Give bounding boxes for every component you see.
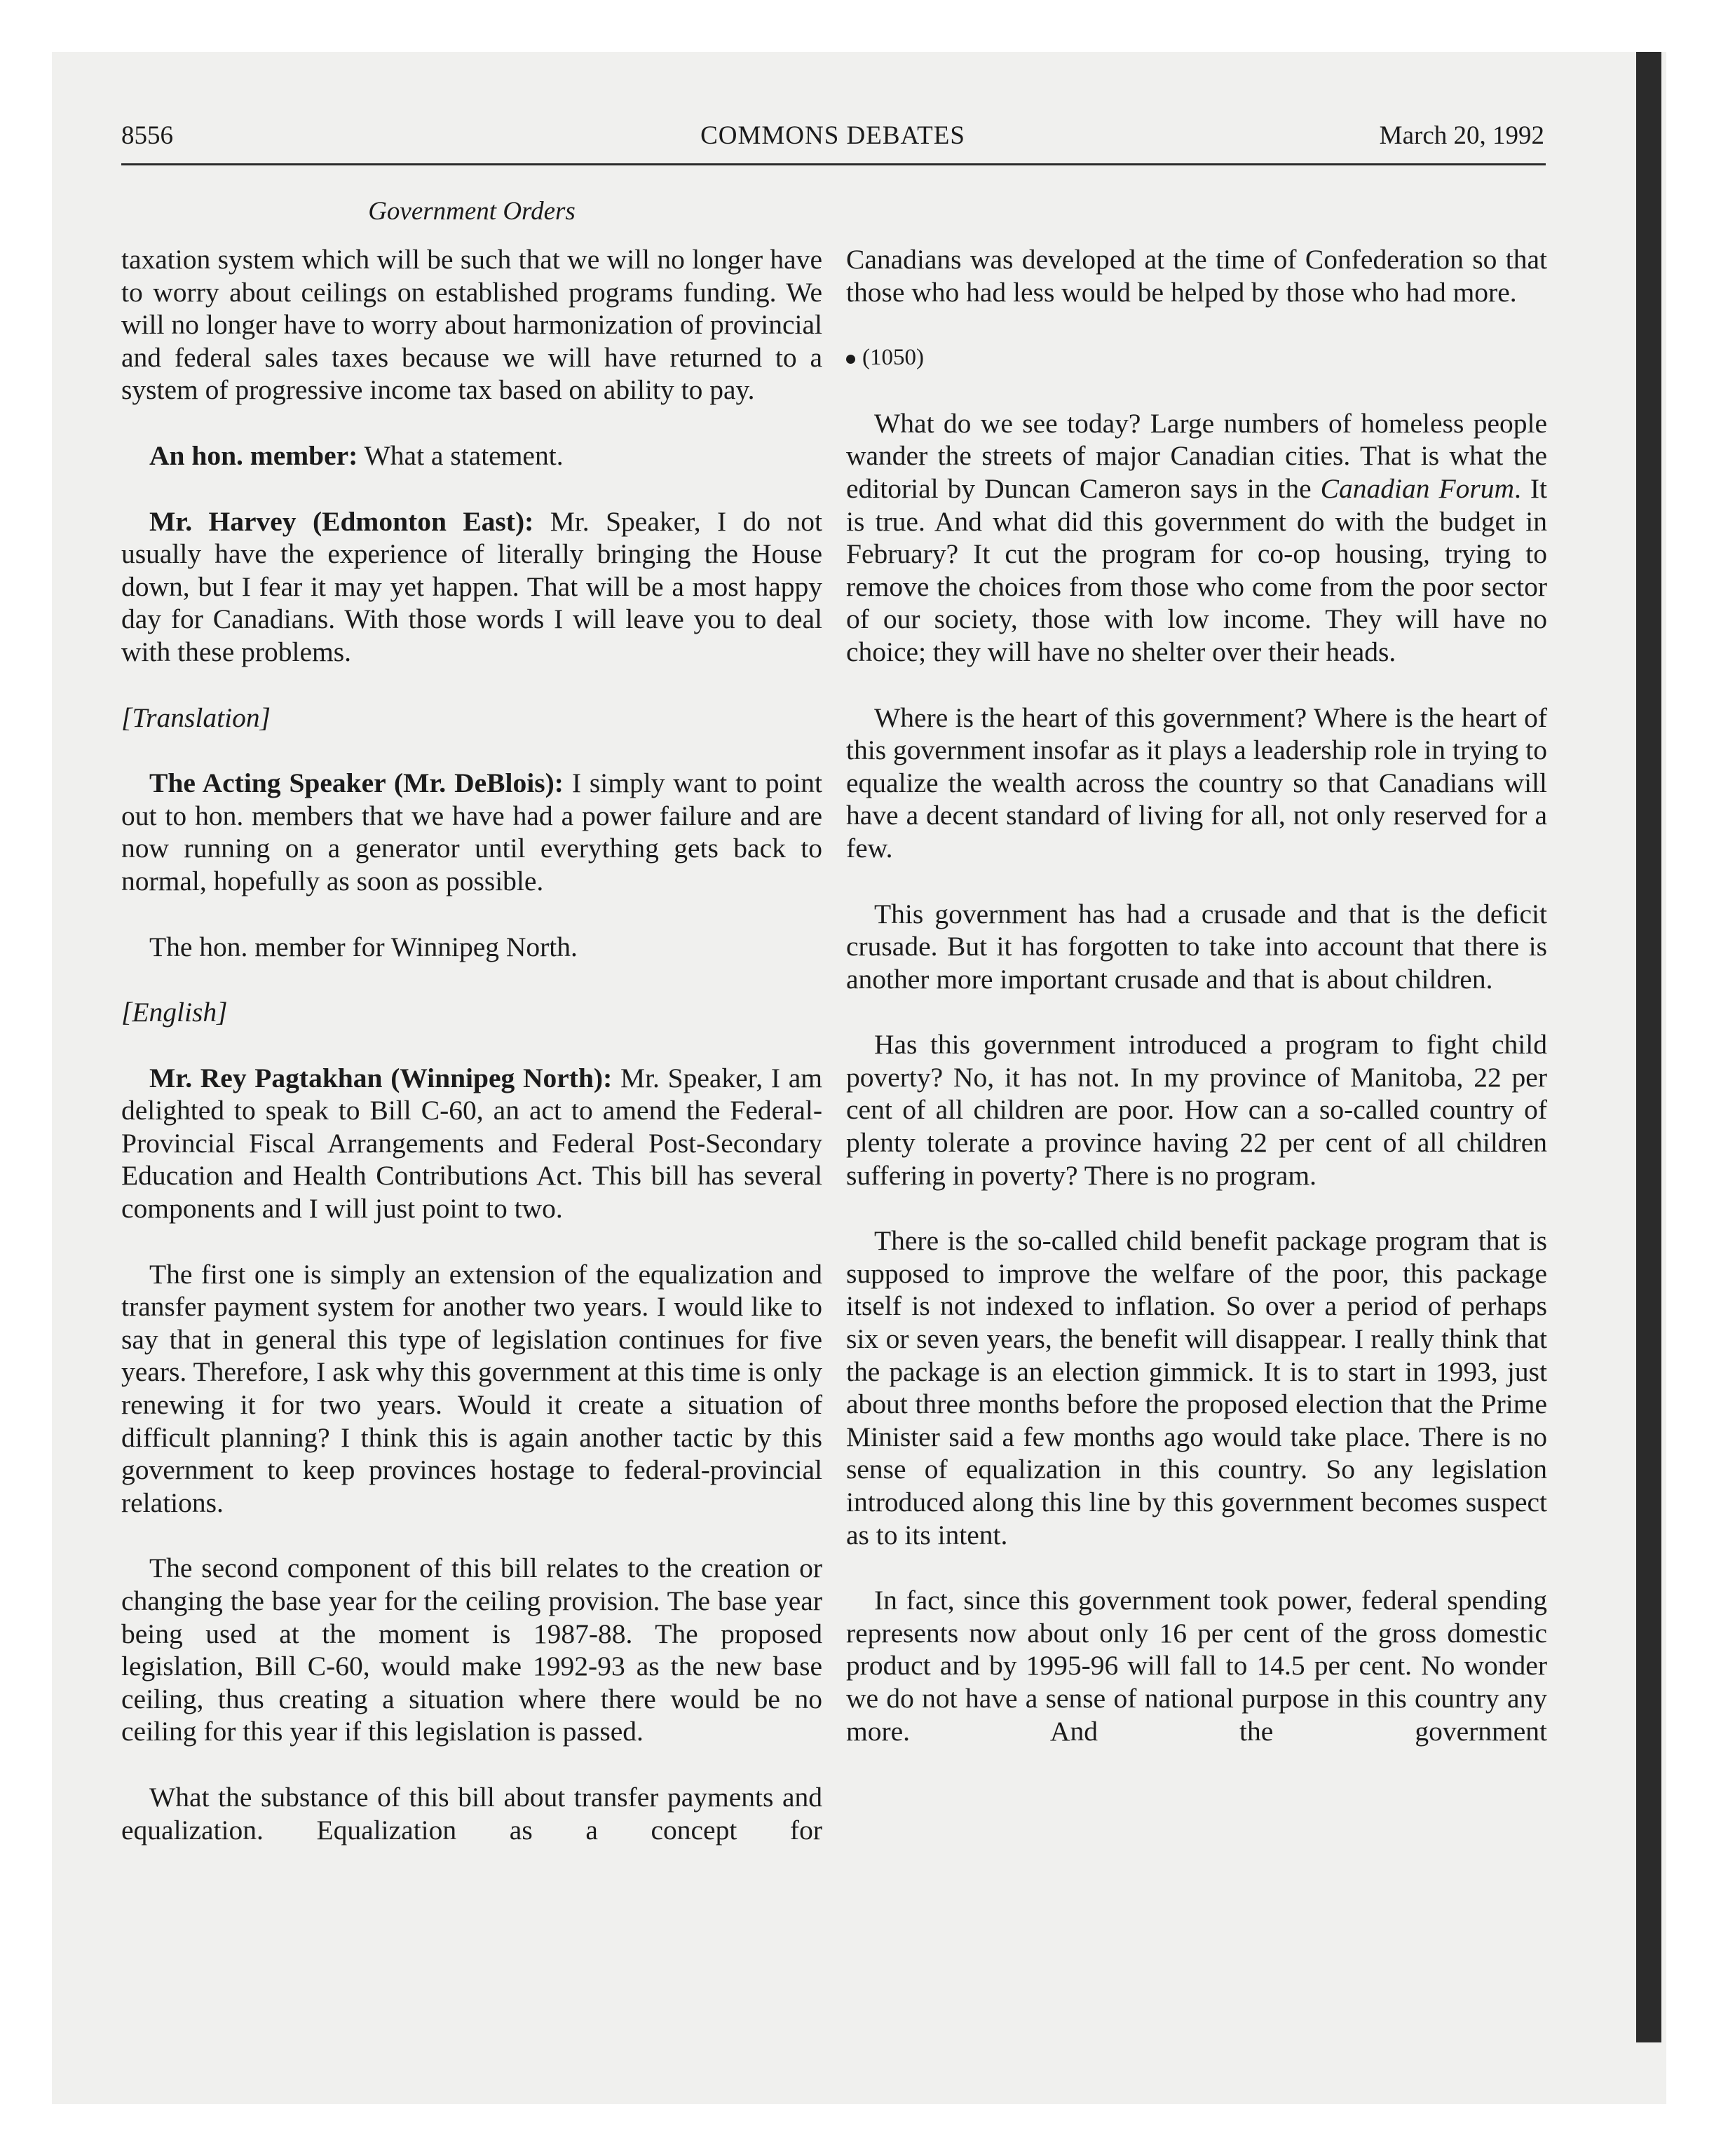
left-column [121, 243, 822, 1879]
publication-title: COMMONS DEBATES [700, 121, 965, 150]
right-column [846, 243, 1547, 1780]
paragraph: The first one is simply an extension of the equalization and transfer payment system for another two years. I would like to say that in general this type of legislation continues for five years. Therefore, I ask why this government at this time is only renewing it for two years. Would it create a situation of difficult planning? I think this is again another tactic by this government to keep provinces hostage to federal-provincial relations. [121, 1258, 822, 1518]
language-tag: [English] [121, 997, 228, 1028]
language-tag: [Translation] [121, 702, 271, 733]
time-marker: (1050) [846, 341, 1547, 374]
speech: Mr. Rey Pagtakhan (Winnipeg North): Mr. Speaker, I am delighted to speak to Bill C-60, an act to amend the Federal-Provincial Fiscal Arrangements and Federal Post-Secondary Education and Health Contributions Act. This bill has several components and I will just point to two. [121, 1062, 822, 1224]
paragraph: The second component of this bill relates to the creation or changing the base year for the ceiling provision. The base year being used at the moment is 1987-88. The proposed legislation, Bill C-60, would make 1992-93 as the new base ceiling, thus creating a situation where there would be no ceiling for this year if this legislation is passed. [121, 1553, 822, 1747]
speaker-name: Mr. Harvey (Edmonton East): [149, 505, 534, 537]
paragraph: Has this government introduced a program to fight child poverty? No, it has not. In my province of Manitoba, 22 per cent of all children are poor. How can a so-called country of plenty tolerate a province having 22 per cent of all children suffering in poverty? There is no program. [846, 1029, 1547, 1191]
paragraph: taxation system which will be such that we will no longer have to worry about ceilings on established programs funding. We will no longer have to worry about harmonization of provincial and federal sales taxes because we will have returned to a system of progressive income tax based on ability to pay. [121, 244, 822, 406]
speech: Mr. Harvey (Edmonton East): Mr. Speaker, I do not usually have the experience of literally bringing the House down, but I fear it may yet happen. That will be a most happy day for Canadians. With those words I will leave you to deal with these problems. [121, 505, 822, 667]
paragraph: In fact, since this government took power, federal spending represents now about only 16 per cent of the gross domestic product and by 1995-96 will fall to 14.5 per cent. No wonder we do not have a sense of national purpose in this country any more. And the government [846, 1585, 1547, 1747]
speaker-name: An hon. member: [149, 439, 358, 471]
speech: The Acting Speaker (Mr. DeBlois): I simply want to point out to hon. members that we have had a power failure and are now running on a generator until everything gets back to normal, hopefully as soon as possible. [121, 767, 823, 896]
paragraph: Canadians was developed at the time of Confederation so that those who had less would be helped by those who had more. [846, 244, 1547, 308]
paragraph: What do we see today? Large numbers of homeless people wander the streets of major Canadian cities. That is what the editorial by Duncan Cameron says in the Canadian Forum. It is true. And what did this government do with the budget in February? It cut the program for co-op housing, trying to remove the choices from those who come from the poor sector of our society, those with low income. They will have no choice; they will have no shelter over their heads. [846, 407, 1547, 667]
speaker-name: Mr. Rey Pagtakhan (Winnipeg North): [149, 1062, 613, 1093]
paragraph: This government has had a crusade and that is the deficit crusade. But it has forgotten to take into account that there is another more important crusade and that is about children. [846, 898, 1547, 995]
paragraph: The hon. member for Winnipeg North. [149, 931, 578, 962]
paragraph: There is the so-called child benefit package program that is supposed to improve the welfare of the poor, this package itself is not indexed to inflation. So over a period of perhaps six or seven years, the benefit will disappear. I really think that the package is an election gimmick. It is to start in 1993, just about three months before the proposed election that the Prime Minister said a few months ago would take place. There is no sense of equalization in this country. So any legislation introduced along this line by this government becomes suspect as to its intent. [846, 1225, 1547, 1550]
publication-name: Canadian Forum [1320, 472, 1514, 504]
page-number: 8556 [121, 121, 173, 150]
publication-date: March 20, 1992 [1379, 121, 1544, 150]
bullet-icon [846, 355, 855, 364]
paragraph: What the substance of this bill about transfer payments and equalization. Equalization as a concept for [121, 1781, 822, 1845]
header-rule [121, 163, 1546, 165]
section-title: Government Orders [368, 197, 576, 226]
speaker-name: The Acting Speaker (Mr. DeBlois): [149, 767, 564, 799]
scan-edge-bar [1636, 52, 1661, 2042]
running-head [121, 121, 1544, 160]
speech: An hon. member: What a statement. [149, 439, 564, 471]
paragraph: Where is the heart of this government? Where is the heart of this government insofar as it plays a leadership role in trying to equalize the wealth across the country so that Canadians will have a decent standard of living for all, not only reserved for a few. [846, 702, 1547, 864]
